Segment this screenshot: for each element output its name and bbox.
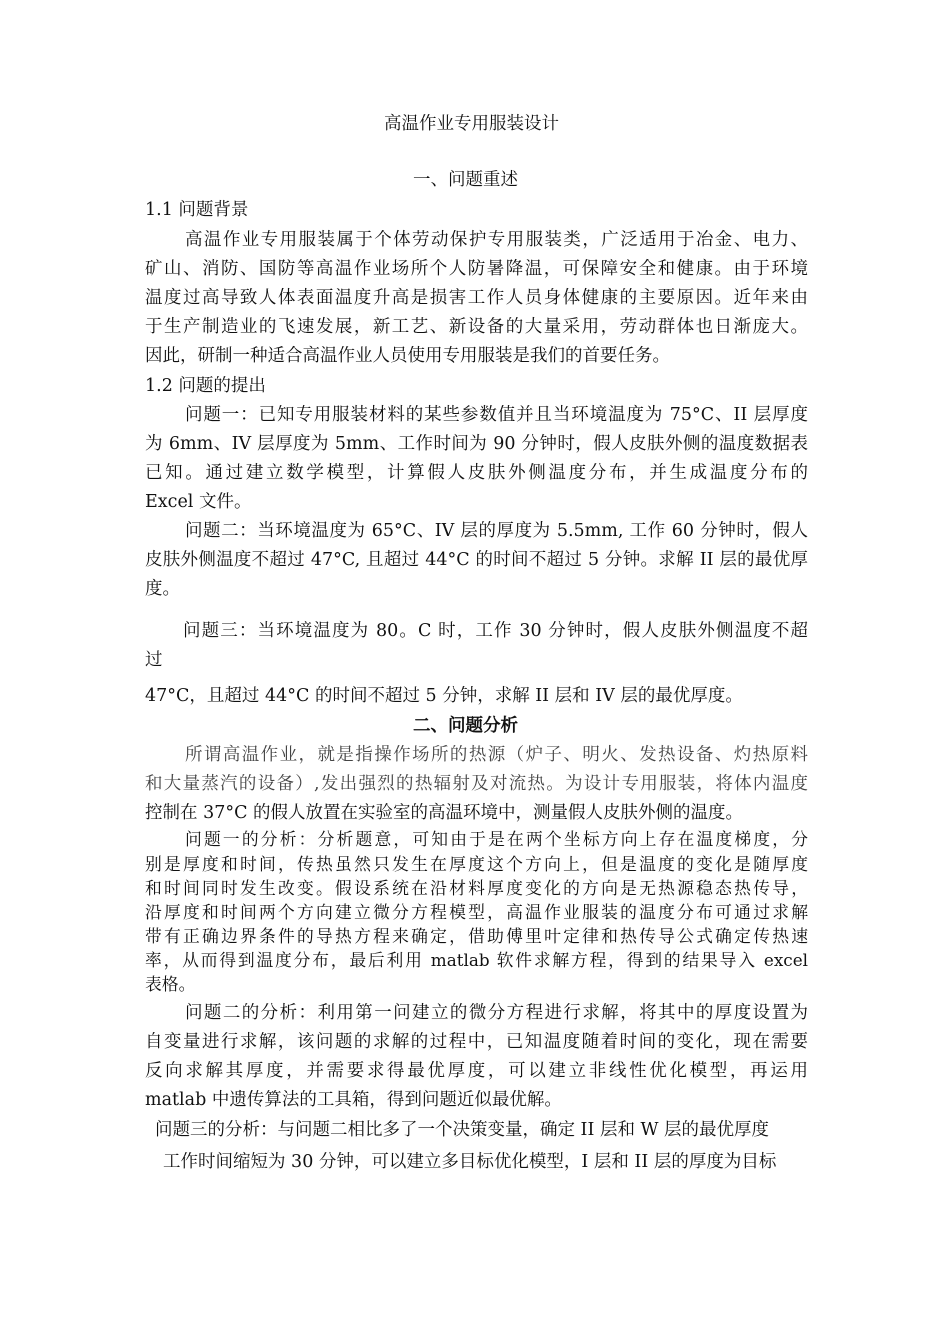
paragraph-line: 因此，研制一种适合高温作业人员使用专用服装是我们的首要任务。	[145, 346, 670, 366]
paragraph-line: matlab 中遗传算法的工具箱，得到问题近似最优解。	[145, 1090, 562, 1110]
paragraph-line: 皮肤外侧温度不超过 47°C, 且超过 44°C 的时间不超过 5 分钟。求解 II 层的最优厚	[145, 550, 808, 570]
paragraph-line: 问题二的分析：利用第一问建立的微分方程进行求解，将其中的厚度设置为	[185, 1003, 808, 1023]
paragraph-line: 工作时间缩短为 30 分钟，可以建立多目标优化模型，I 层和 II 层的厚度为目标	[163, 1152, 777, 1172]
paragraph-line: 反向求解其厚度，并需要求得最优厚度，可以建立非线性优化模型，再运用	[145, 1061, 808, 1081]
subsection-heading-problems: 1.2 问题的提出	[145, 376, 266, 396]
section-heading-analysis: 二、问题分析	[413, 716, 518, 736]
paragraph-line: 高温作业专用服装属于个体劳动保护专用服装类，广泛适用于冶金、电力、	[185, 230, 808, 250]
paragraph-line: 47°C，且超过 44°C 的时间不超过 5 分钟，求解 II 层和 IV 层的最优厚度。	[145, 686, 743, 706]
paragraph-line: 控制在 37°C 的假人放置在实验室的高温环境中，测量假人皮肤外侧的温度。	[145, 803, 744, 823]
paragraph-line: 所谓高温作业，就是指操作场所的热源（炉子、明火、发热设备、灼热原料	[185, 745, 808, 765]
paragraph-line: 率，从而得到温度分布，最后利用 matlab 软件求解方程，得到的结果导入 excel	[145, 950, 808, 970]
paragraph-line: 问题三：当环境温度为 80。C 时，工作 30 分钟时，假人皮肤外侧温度不超	[183, 621, 808, 641]
paragraph-line: 问题二：当环境温度为 65°C、IV 层的厚度为 5.5mm, 工作 60 分钟时，假人	[185, 521, 808, 541]
paragraph-line: 为 6mm、IV 层厚度为 5mm、工作时间为 90 分钟时，假人皮肤外侧的温度数据表	[145, 434, 808, 454]
document-title: 高温作业专用服装设计	[384, 114, 559, 134]
paragraph-line: 别是厚度和时间，传热虽然只发生在厚度这个方向上，但是温度的变化是随厚度	[145, 854, 808, 874]
paragraph-line: 自变量进行求解，该问题的求解的过程中，已知温度随着时间的变化，现在需要	[145, 1032, 808, 1052]
paragraph-line: 和大量蒸汽的设备）,发出强烈的热辐射及对流热。为设计专用服装，将体内温度	[145, 774, 808, 794]
paragraph-line: 问题一的分析：分析题意，可知由于是在两个坐标方向上存在温度梯度，分	[185, 829, 808, 849]
subsection-heading-background: 1.1 问题背景	[145, 200, 249, 220]
paragraph-line: 已知。通过建立数学模型，计算假人皮肤外侧温度分布，并生成温度分布的	[145, 463, 808, 483]
paragraph-line: 表格。	[145, 974, 196, 994]
paragraph-line: 和时间同时发生改变。假设系统在沿材料厚度变化的方向是无热源稳态热传导，	[145, 878, 808, 898]
paragraph-line: Excel 文件。	[145, 492, 252, 512]
paragraph-line: 带有正确边界条件的导热方程来确定，借助傅里叶定律和热传导公式确定传热速	[145, 926, 808, 946]
paragraph-line: 沿厚度和时间两个方向建立微分方程模型，高温作业服装的温度分布可通过求解	[145, 902, 808, 922]
paragraph-line: 温度过高导致人体表面温度升高是损害工作人员身体健康的主要原因。近年来由	[145, 288, 808, 308]
paragraph-line: 问题一：已知专用服装材料的某些参数值并且当环境温度为 75°C、II 层厚度	[185, 405, 808, 425]
section-heading-restatement: 一、问题重述	[413, 170, 518, 190]
paragraph-line: 过	[145, 650, 163, 670]
paragraph-line: 于生产制造业的飞速发展，新工艺、新设备的大量采用，劳动群体也日渐庞大。	[145, 317, 808, 337]
paragraph-line: 矿山、消防、国防等高温作业场所个人防暑降温，可保障安全和健康。由于环境	[145, 259, 808, 279]
paragraph-line: 度。	[145, 579, 180, 599]
paragraph-line: 问题三的分析：与问题二相比多了一个决策变量，确定 II 层和 W 层的最优厚度	[155, 1120, 770, 1140]
